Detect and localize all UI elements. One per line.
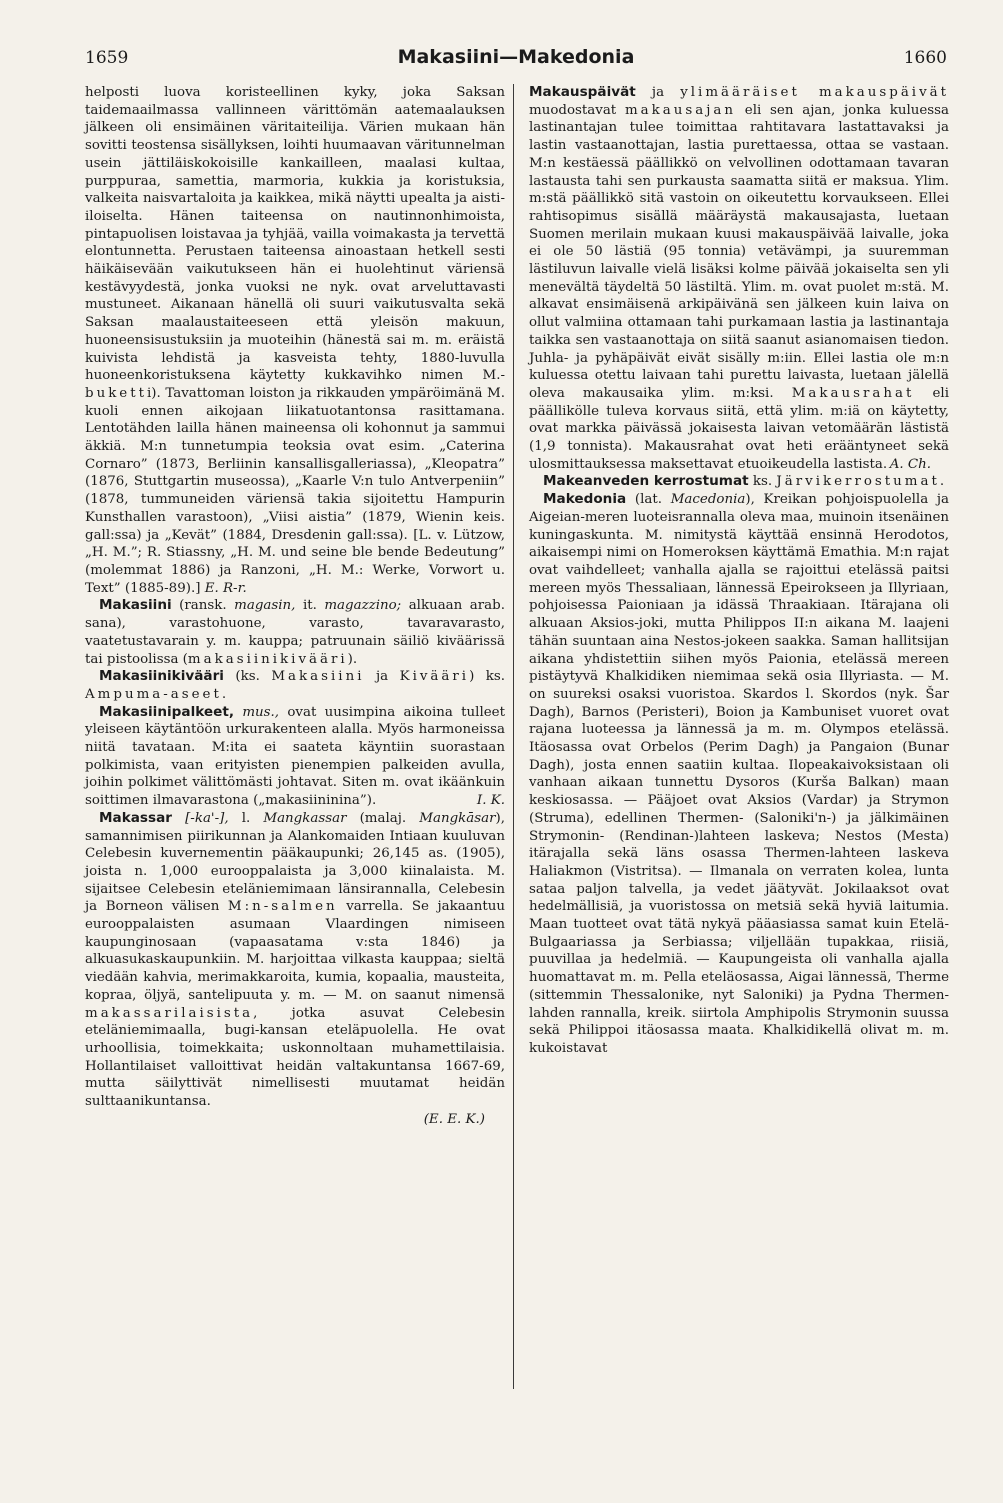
headword: Makassar: [99, 809, 172, 826]
headword: Makasiinikivääri: [99, 668, 224, 685]
left-column: [85, 84, 505, 1128]
author-signature: A. Ch.: [889, 456, 931, 472]
entry-makasiinikivaari: Makasiinikivääri (ks. Makasiini ja Kivääri) ks. Ampuma-aseet.: [85, 668, 506, 702]
running-title: Makasiini—Makedonia: [397, 46, 635, 68]
entry-makasiini: Makasiini (ransk. magasin, it. magazzino; alkuaan arab. sana), varastohuone, varasto, tavaravarasto, vaatetustavarain y. m. kauppa; patruunain säiliö kiväärissä tai pistoolissa (makasiinikivääri).: [85, 597, 505, 667]
author-signature: (E. E. K.): [423, 1111, 485, 1127]
headword: Makauspäivät: [529, 84, 636, 100]
entry-makedonia: Makedonia (lat. Macedonia), Kreikan pohjoispuolella ja Aigeian-meren luoteisrannalla oleva maa, muinoin itsenäinen kuningaskunta. M. nimitystä käyttää ensinnä Herodotos, aikaisempi nimi on Homeroksen käyttämä Emathia. M:n rajat ovat vaihdelleet; vanhalla ajalla se rajoittui etelässä paitsi mereen myös Thessaliaan, lännessä Epeirokseen ja Illyriaan, pohjoisessa Paioniaan ja idässä Thraakiaan. Itärajana oli alkuaan Aksios-joki, mutta Philippos II:n aikana M. laajeni tähän suuntaan aina Nestos-jokeen saakka. Saman hallitsijan aikana yhdistettiin siihen myös Paionia, etelässä mereen pistäytyvä Khalkidiken niemimaa sekä osia Illyriasta. — M. on suureksi osaksi vuoristoa. Skardos l. Skordos (nyk. Šar Dagh), Barnos (Peristeri), Boion ja Kambuniset vuoret ovat rajana luoteessa ja lännessä ja m. m. Olympos etelässä. Itäosassa ovat Orbelos (Perim Dagh) ja Pangaion (Bunar Dagh), josta ennen saatiin kultaa. Ilopeakaivoksistaan oli vanhaan aikaan tunnettu Dysoros (Kurša Balkan) maan keskiosassa. — Pääjoet ovat Aksios (Vardar) ja Strymon (Struma), edellinen Thermen- (Saloniki'n-) ja jälkimäinen Strymonin- (Rendinan-)lahteen laskeva; Nestos (Mesta) itärajalla sekä läns osassa Thermen-lahteen laskeva Haliakmon (Vistritsa). — Ilmanala on verraten kolea, lunta sataa paljon talvella, ja vedet jäätyvät. Jokilaaksot ovat hedelmällisiä, ja vuoristossa on metsiä sekä hyviä laitumia. Maan tuotteet ovat tätä nykyä pääasiassa samat kuin Etelä-Bulgaariassa ja Serbiassa; viljellään tupakkaa, riisiä, puuvillaa ja hedelmiä. — Kaupungeista oli vanhalla ajalla huomattavat m. m. Pella eteläosassa, Aigai lännessä, Therme (sittemmin Thessalonike, nyt Saloniki) ja Pydna Thermen-lahden rannalla, kreik. siirtola Amphipolis Strymonin suussa sekä Philippoi itäosassa maata. Khalkidikellä olivat m. m. kukoistavat: [529, 491, 949, 1056]
author-signature: E. R-r.: [204, 580, 247, 596]
entry-makassar: Makassar [-ka'-], l. Mangkassar (malaj. Mangkāsar), samannimisen piirikunnan ja Alankomaiden Intiaan kuuluvan Celebesin kuvernementin pääkaupunki; 26,145 as. (1905), joista n. 1,000 eurooppalaista ja 3,000 kiinalaista. M. sijaitsee Celebesin eteläniemimaan länsirannalla, Celebesin ja Borneon välisen M:n-salmen varrella. Se jakaantuu eurooppalaisten asumaan Vlaardingen nimiseen kaupunginosaan (vapaasatama v:sta 1846) ja alkuasukaskaupunkiin. M. harjoittaa vilkasta kauppaa; sieltä viedään kahvia, merimakkaroita, kumia, kopaalia, mausteita, kopraa, öljyä, santelipuuta y. m. — M. on saanut nimensä makassarilaisista, jotka asuvat Celebesin eteläniemimaalla, bugi-kansan eteläpuolella. He ovat urhoollisia, toimekkaita; uskonnoltaan muhamettilaisia. Hollantilaiset valloittivat heidän valtakuntansa 1667-69, mutta säilyttivät nimellisesti muutamat heidän sulttaanikuntansa. (E. E. K.): [85, 809, 505, 1127]
page-header: [85, 44, 947, 74]
page-number-left: 1659: [85, 48, 129, 68]
headword: Makeanveden kerrostumat: [543, 473, 749, 490]
right-column: [529, 84, 949, 1058]
entry-makasiinipalkeet: Makasiinipalkeet, mus., ovat uusimpina aikoina tulleet yleiseen käytäntöön urkurakenteen alalla. Myös harmoneissa niitä tavataan. M:ita ei saateta käyntiin suorastaan polkimista, vaan erityisten pienempien palkeiden avulla, joihin polkimet välittömästi johtavat. Siten m. ovat ikäänkuin soittimen ilmavarastona („makasiininina”). I. K.: [85, 703, 505, 809]
headword: Makedonia: [543, 491, 627, 508]
entry-makart-continued: helposti luova koristeellinen kyky, joka Saksan taidemaailmassa vallinneen värittömän aatemaalauksen jälkeen oli ensimäinen väritaiteilija. Värien mukaan hän sovitti teostensa sisällyksen, loihti huumaavan väritunnelman usein jättiläiskokoisille kankailleen, maalasi kultaa, purppuraa, samettia, marmoria, kukkia ja koristuksia, valkeita naisvartaloita ja kaikkea, mikä näytti upealta ja aisti-iloiselta. Hänen taiteensa on nautinnonhimoista, pintapuolisen loistavaa ja tyhjää, vailla voimakasta ja tervettä elontunnetta. Perustaen taiteensa ainoastaan hetkell sesti häikäisevään vaikutukseen hän ei huolehtinut väriensä kestävyydestä, jonka vuoksi ne nyk. ovat arveluttavasti mustuneet. Aikanaan hänellä oli suuri vaikutusvalta sekä Saksan maalaustaiteeseen että yleisön makuun, huoneensisustuksiin ja muoteihin (hänestä sai m. m. eräistä kuivista lehdistä ja kasveista tehty, 1880-luvulla huoneenkoristuksena käytetty kukkavihko nimen M.-buketti). Tavattoman loiston ja rikkauden ympäröimänä M. kuoli ennen aikojaan liikatuotantonsa rasittamana. Lentotähden lailla hänen maineensa oli kohonnut ja sammui äkkiä. M:n tunnetumpia teoksia ovat esim. „Caterina Cornaro” (1873, Berliinin kansallisgalleriassa), „Kleopatra” (1876, Stuttgartin museossa), „Kaarle V:n tulo Antverpeniin” (1878, tummuneiden väriensä takia sijoitettu Hampurin Kunsthallen varastoon), „Viisi aistia” (1879, Wienin keis. gall:ssa) ja „Kevät” (1884, Dresdenin gall:ssa). [L. v. Lützow, „H. M.”; R. Stiassny, „H. M. und seine ble bende Bedeutung” (molemmat 1886) ja Ranzoni, „H. M.: Werke, Vorwort u. Text” (1885-89).] E. R-r.: [85, 85, 505, 596]
entry-makauspaivat: Makauspäivät ja ylimääräiset makauspäivät muodostavat makausajan eli sen ajan, jonka kuluessa lastinantajan tulee toimittaa rahtitavara lastattavaksi ja lastin vastaanottajan, lastia purettaessa, ottaa se vastaan. M:n kestäessä päällikkö on velvollinen odottamaan tavaran lastausta tahi sen purkausta saamatta siitä er maksua. Ylim. m:stä päällikkö sitä vastoin on oikeutettu korvaukseen. Ellei rahtisopimus sisällä määräystä makausajasta, luetaan Suomen merilain mukaan kuusi makauspäivää laivalle, joka ei ole 50 lästiä (95 tonnia) vetävämpi, ja suuremman lästiluvun laivalle vielä lisäksi kolme päivää jokaiselta sen yli menevältä täydeltä 50 lästiltä. Ylim. m. ovat puolet m:stä. M. alkavat ensimäisenä arkipäivänä sen jälkeen kuin laiva on ollut valmiina ottamaan tahi purkamaan lastia ja lastinantaja taikka sen vastaanottaja on siitä saanut asianomaisen tiedon. Juhla- ja pyhäpäivät eivät sisälly m:iin. Ellei lastia ole m:n kuluessa otettu laivaan tahi purettu laivasta, luetaan jälellä oleva makausaika ylim. m:ksi. Makausrahat eli päällikölle tuleva korvaus siitä, että ylim. m:iä on käytetty, ovat markka päivässä jokaisesta laivan vetomäärän lästistä (1,9 tonnista). Makausrahat ovat heti erääntyneet sekä ulosmittauksessa maksettavat etuoikeudella lastista. A. Ch.: [529, 84, 950, 472]
entry-makeanveden-kerrostumat: Makeanveden kerrostumat ks. Järvikerrostumat.: [543, 473, 945, 490]
column-divider: [513, 84, 514, 1389]
headword: Makasiini: [99, 597, 172, 614]
page-number-right: 1660: [903, 48, 947, 68]
author-signature: I. K.: [476, 793, 505, 809]
headword: Makasiinipalkeet,: [99, 703, 235, 720]
